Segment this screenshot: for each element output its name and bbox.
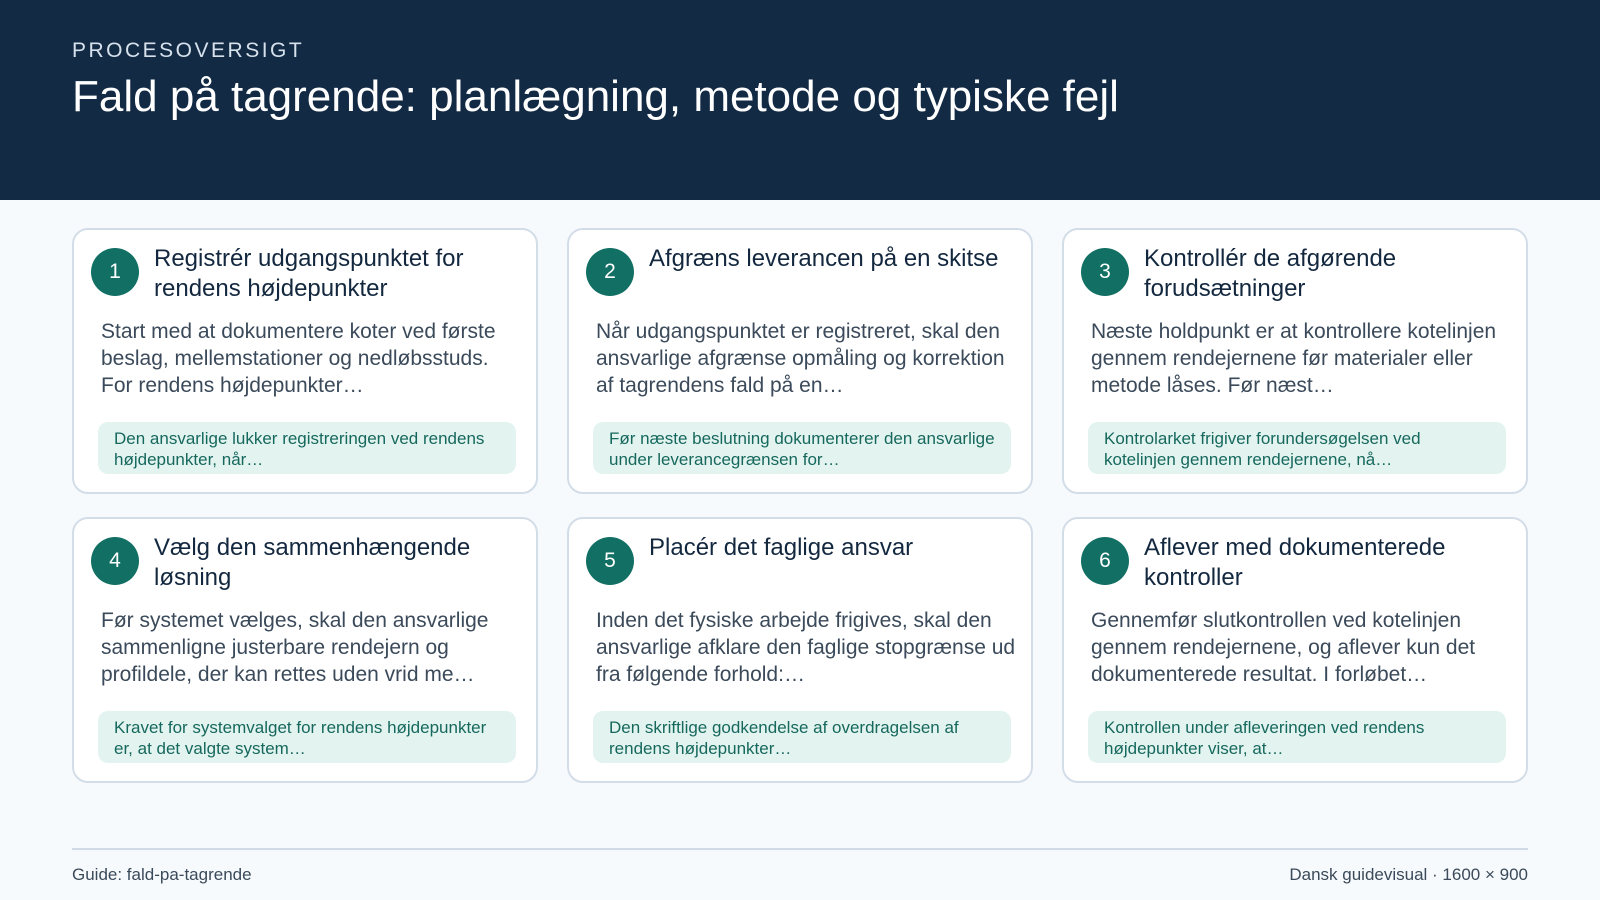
step-title: Kontrollér de afgørende forudsætninger <box>1144 245 1397 302</box>
step-card-5 <box>567 517 1033 783</box>
step-note-text: Kravet for systemvalget for rendens højdepunkter er, at det valgte system… <box>114 718 487 758</box>
step-note <box>1088 711 1506 763</box>
step-card-3 <box>1062 228 1528 494</box>
step-title: Placér det faglige ansvar <box>649 534 914 561</box>
step-number-badge: 4 <box>91 537 139 585</box>
step-description: Gennemfør slutkontrollen ved kotelinjen gennem rendejernene, og aflever kun det dokumenterede resultat. I forløbet… <box>1091 609 1476 686</box>
step-note <box>98 711 516 763</box>
step-note-text: Den ansvarlige lukker registreringen ved rendens højdepunkter, når… <box>114 429 485 469</box>
step-note <box>98 422 516 474</box>
step-card-4 <box>72 517 538 783</box>
step-number-badge: 5 <box>586 537 634 585</box>
step-description: Inden det fysiske arbejde frigives, skal den ansvarlige afklare den faglige stopgrænse ud fra følgende forhold:… <box>596 609 1016 686</box>
step-note-text: Kontrollen under afleveringen ved rendens højdepunkter viser, at… <box>1104 718 1425 758</box>
step-description: Før systemet vælges, skal den ansvarlige sammenligne justerbare rendejern og profildele, der kan rettes uden vrid me… <box>101 609 489 686</box>
step-card-6 <box>1062 517 1528 783</box>
step-card-2 <box>567 228 1033 494</box>
footer-guide-label: Guide: fald-pa-tagrende <box>72 865 252 884</box>
step-title: Afgræns leverancen på en skitse <box>649 245 999 272</box>
step-grid <box>72 228 1528 783</box>
step-note <box>593 422 1011 474</box>
step-number-badge: 6 <box>1081 537 1129 585</box>
eyebrow-label: PROCESOVERSIGT <box>72 39 305 62</box>
footer-meta-label: Dansk guidevisual · 1600 × 900 <box>1289 865 1528 884</box>
step-title: Aflever med dokumenterede kontroller <box>1144 534 1446 591</box>
step-number-badge: 3 <box>1081 248 1129 296</box>
step-number-badge: 2 <box>586 248 634 296</box>
header-banner <box>0 0 1600 200</box>
step-description: Næste holdpunkt er at kontrollere kotelinjen gennem rendejernene før materialer eller metode låses. Før næst… <box>1091 320 1497 397</box>
footer-divider <box>72 848 1528 850</box>
step-card-1 <box>72 228 538 494</box>
step-note-text: Kontrolarket frigiver forundersøgelsen ved kotelinjen gennem rendejernene, nå… <box>1104 429 1421 469</box>
step-note <box>593 711 1011 763</box>
step-note-text: Den skriftlige godkendelse af overdragelsen af rendens højdepunkter… <box>609 718 959 758</box>
step-title: Vælg den sammenhængende løsning <box>154 534 471 591</box>
step-note-text: Før næste beslutning dokumenterer den ansvarlige under leverancegrænsen for… <box>609 429 995 469</box>
step-note <box>1088 422 1506 474</box>
step-description: Start med at dokumentere koter ved første beslag, mellemstationer og nedløbsstuds. For rendens højdepunkter… <box>101 320 496 397</box>
step-title: Registrér udgangspunktet for rendens højdepunkter <box>154 245 464 302</box>
page-title: Fald på tagrende: planlægning, metode og typiske fejl <box>72 72 1119 121</box>
step-description: Når udgangspunktet er registreret, skal den ansvarlige afgrænse opmåling og korrektion af tagrendens fald på en… <box>596 320 1005 397</box>
step-number-badge: 1 <box>91 248 139 296</box>
